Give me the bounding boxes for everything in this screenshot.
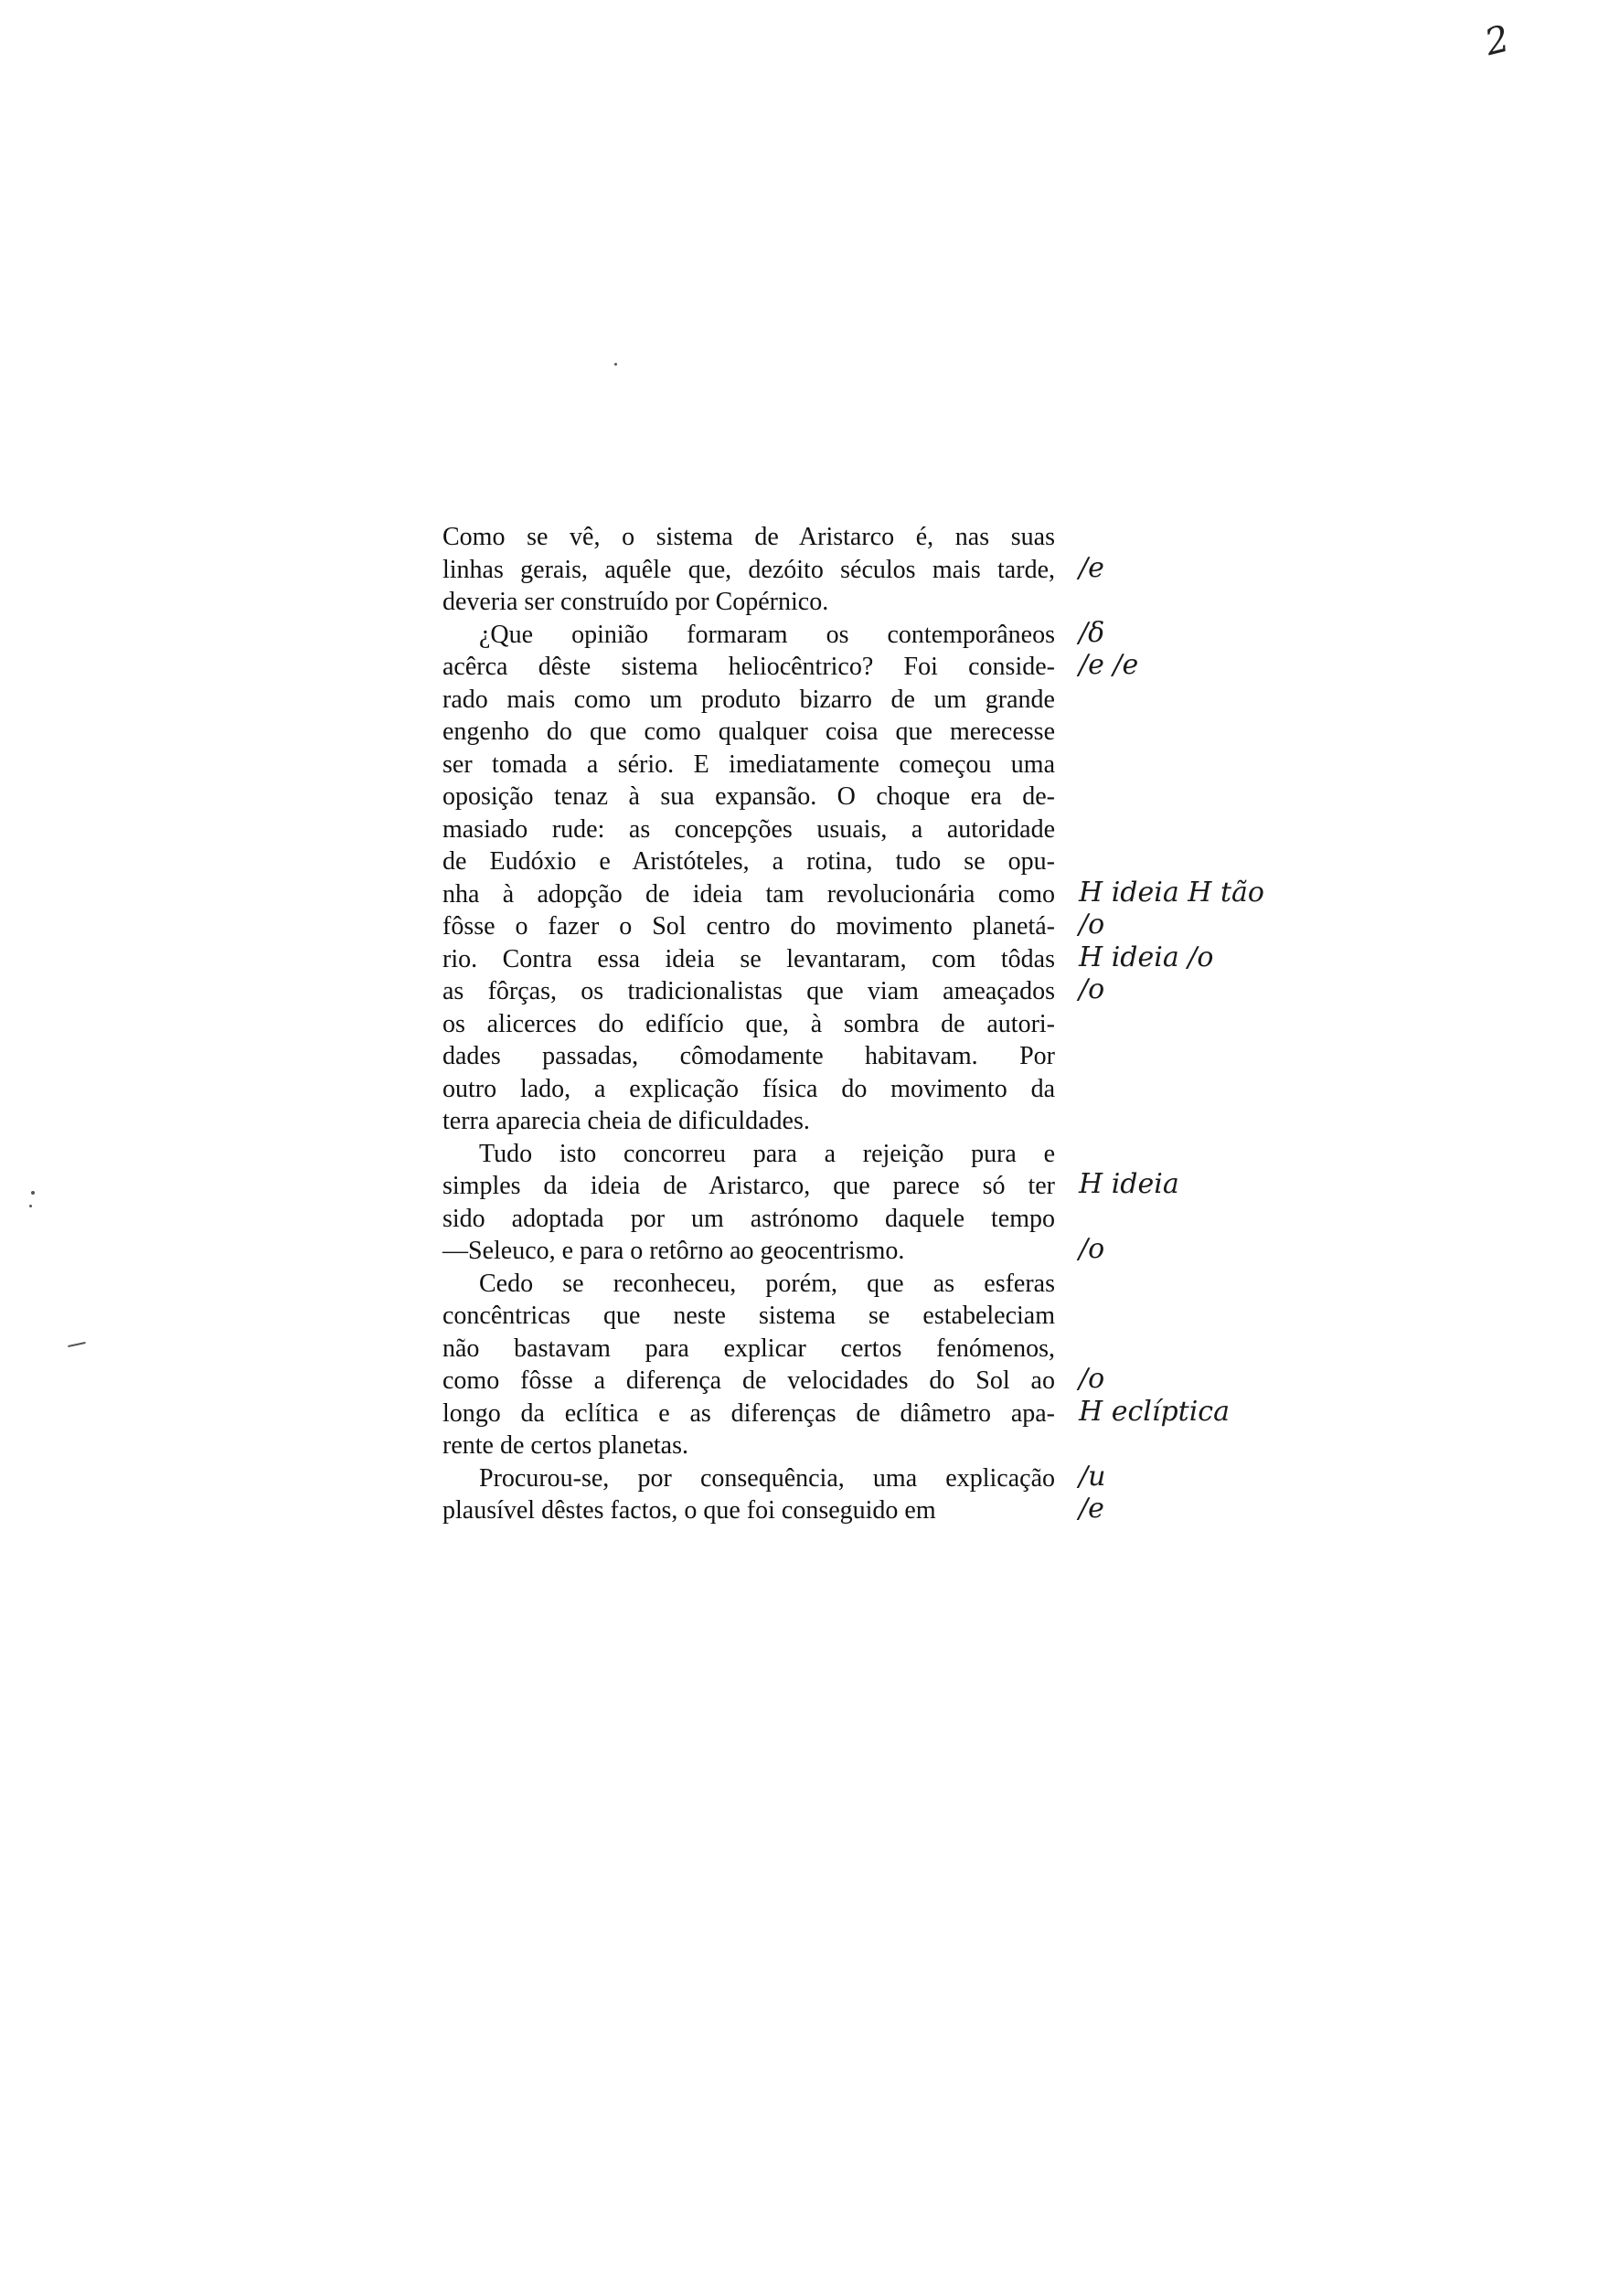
text-line: concêntricas que neste sistema se estabeleciam bbox=[442, 1302, 1055, 1330]
paragraph bbox=[442, 521, 1055, 619]
text-line: Tudo isto concorreu para a rejeição pura e bbox=[479, 1139, 1055, 1168]
text-line: simples da ideia de Aristarco, que parece só ter bbox=[442, 1172, 1055, 1200]
text-line: engenho do que como qualquer coisa que merecesse bbox=[442, 718, 1055, 746]
margin-note: /e bbox=[1079, 551, 1104, 584]
margin-note: H ideia H tão bbox=[1079, 876, 1264, 909]
text-line: Como se vê, o sistema de Aristarco é, nas suas bbox=[442, 523, 1055, 551]
text-line: —Seleuco, e para o retôrno ao geocentrismo. bbox=[442, 1237, 905, 1265]
text-line: masiado rude: as concepções usuais, a autoridade bbox=[442, 814, 1055, 844]
text-line: Cedo se reconheceu, porém, que as esferas bbox=[479, 1269, 1055, 1298]
text-line: sido adoptada por um astrónomo daquele tempo bbox=[442, 1204, 1055, 1233]
scan-speck bbox=[31, 1191, 35, 1195]
text-line: acêrca dêste sistema heliocêntrico? Foi conside- bbox=[442, 653, 1055, 681]
margin-note: /o bbox=[1079, 1363, 1105, 1395]
text-line: dades passadas, cômodamente habitavam. Por bbox=[442, 1042, 1055, 1070]
margin-note: /δ bbox=[1079, 616, 1105, 649]
text-line: de Eudóxio e Aristóteles, a rotina, tudo se opu- bbox=[442, 847, 1055, 876]
text-line: as fôrças, os tradicionalistas que viam ameaçados bbox=[442, 977, 1055, 1005]
text-line: fôsse o fazer o Sol centro do movimento planetá- bbox=[442, 912, 1055, 941]
page-mark: 2 bbox=[1480, 17, 1512, 65]
text-line: oposição tenaz à sua expansão. O choque era de- bbox=[442, 782, 1055, 811]
text-line: rente de certos planetas. bbox=[442, 1431, 688, 1460]
text-line: linhas gerais, aquêle que, dezóito séculos mais tarde, bbox=[442, 555, 1055, 584]
margin-note: H eclíptica bbox=[1079, 1395, 1230, 1428]
text-line: nha à adopção de ideia tam revolucionária como bbox=[442, 879, 1055, 909]
text-line: plausível dêstes factos, o que foi conseguido em bbox=[442, 1496, 936, 1525]
margin-note: /o bbox=[1079, 1233, 1105, 1265]
scan-speck bbox=[614, 363, 617, 366]
margin-note: H ideia bbox=[1079, 1168, 1179, 1200]
text-line: outro lado, a explicação física do movimento da bbox=[442, 1074, 1055, 1103]
body-text bbox=[442, 521, 1055, 1527]
margin-note: H ideia /o bbox=[1079, 941, 1214, 973]
margin-note: /u bbox=[1079, 1460, 1106, 1493]
text-line: terra aparecia cheia de dificuldades. bbox=[442, 1107, 810, 1135]
text-line: longo da eclítica e as diferenças de diâmetro apa- bbox=[442, 1398, 1055, 1428]
text-line: deveria ser construído por Copérnico. bbox=[442, 588, 829, 616]
text-line: como fôsse a diferença de velocidades do Sol ao bbox=[442, 1366, 1055, 1395]
margin-note: /e /e bbox=[1079, 649, 1139, 681]
paragraph bbox=[442, 1138, 1055, 1268]
text-line: rado mais como um produto bizarro de um grande bbox=[442, 685, 1055, 714]
margin-note: /e bbox=[1079, 1493, 1104, 1525]
margin-note: /o bbox=[1079, 973, 1105, 1005]
paragraph bbox=[442, 1462, 1055, 1527]
scan-speck bbox=[68, 1342, 86, 1347]
text-line: os alicerces do edifício que, à sombra de autori- bbox=[442, 1009, 1055, 1038]
text-line: não bastavam para explicar certos fenómenos, bbox=[442, 1334, 1055, 1363]
text-line: Procurou-se, por consequência, uma explicação bbox=[479, 1463, 1055, 1493]
margin-note: /o bbox=[1079, 909, 1105, 941]
text-line: rio. Contra essa ideia se levantaram, com tôdas bbox=[442, 944, 1055, 973]
scan-speck bbox=[29, 1205, 32, 1207]
text-line: ser tomada a sério. E imediatamente começou uma bbox=[442, 749, 1055, 779]
text-line: ¿Que opinião formaram os contemporâneos bbox=[479, 620, 1055, 649]
paragraph bbox=[442, 619, 1055, 1138]
paragraph bbox=[442, 1268, 1055, 1462]
